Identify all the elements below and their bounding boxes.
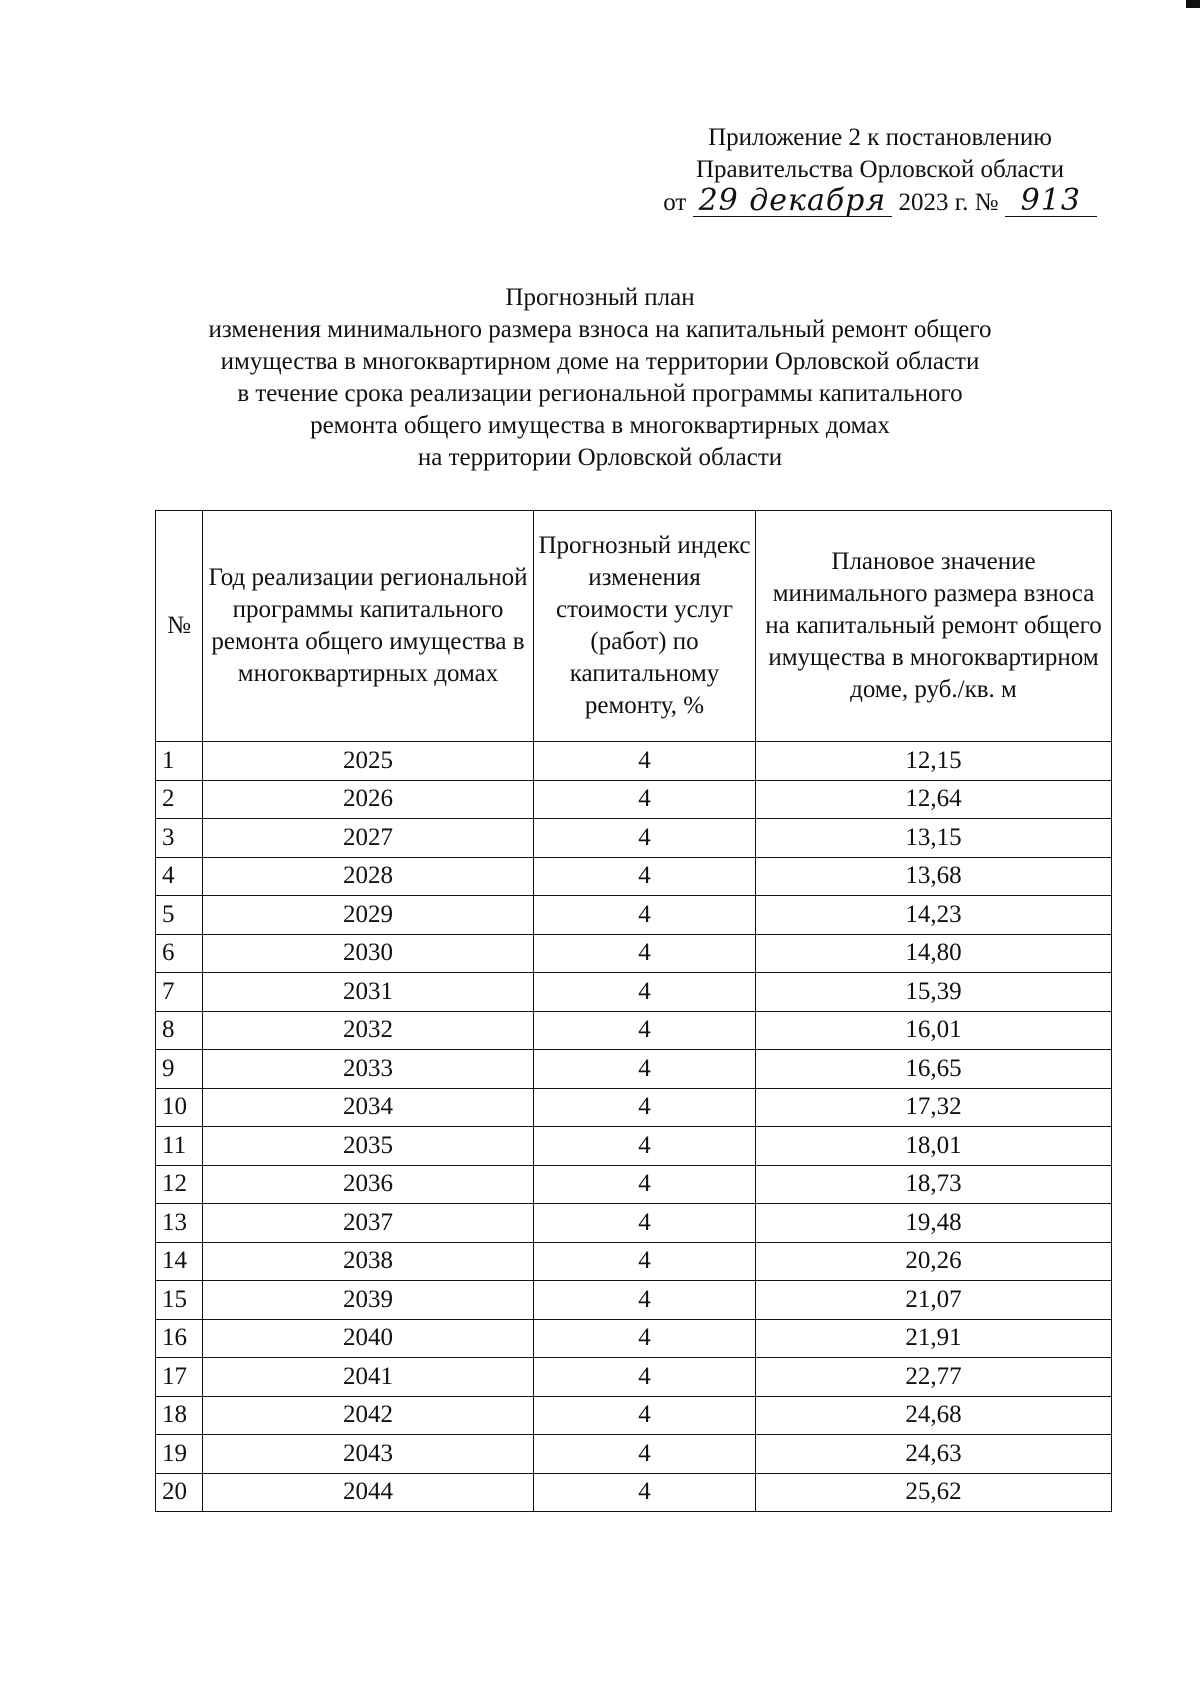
cell-index: 4 [534,1165,756,1204]
cell-year: 2028 [203,857,534,896]
cell-year: 2038 [203,1242,534,1281]
cell-index: 4 [534,819,756,858]
cell-index: 4 [534,1011,756,1050]
cell-contribution: 14,23 [756,896,1112,935]
cell-contribution: 20,26 [756,1242,1112,1281]
table-row [156,973,1112,1012]
title-line: в течение срока реализации региональной программы капитального [237,380,963,407]
cell-contribution: 14,80 [756,934,1112,973]
cell-contribution: 13,15 [756,819,1112,858]
cell-index: 4 [534,780,756,819]
cell-contribution: 12,64 [756,780,1112,819]
table-row [156,1011,1112,1050]
cell-index: 4 [534,896,756,935]
table-row [156,1242,1112,1281]
table-header [156,511,1112,742]
cell-year: 2032 [203,1011,534,1050]
table-row [156,1358,1112,1397]
year-number-label: 2023 г. № [898,189,999,216]
cell-contribution: 19,48 [756,1204,1112,1243]
handwritten-number: 913 [1005,186,1097,217]
cell-year: 2034 [203,1088,534,1127]
cell-year: 2035 [203,1127,534,1166]
cell-index: 4 [534,1319,756,1358]
cell-contribution: 24,68 [756,1396,1112,1435]
title-line: изменения минимального размера взноса на капитальный ремонт общего [208,316,992,343]
title-line: Прогнозный план [505,284,695,311]
cell-year: 2041 [203,1358,534,1397]
cell-number: 4 [156,857,203,896]
table-row [156,934,1112,973]
title-line: на территории Орловской области [417,444,783,471]
cell-contribution: 25,62 [756,1473,1112,1512]
table-row [156,1435,1112,1474]
cell-year: 2027 [203,819,534,858]
cell-year: 2044 [203,1473,534,1512]
table-row [156,1050,1112,1089]
forecast-table [155,510,1112,1512]
cell-contribution: 21,07 [756,1281,1112,1320]
cell-year: 2036 [203,1165,534,1204]
document-title [100,282,1100,474]
table-row [156,1165,1112,1204]
cell-number: 9 [156,1050,203,1089]
cell-number: 15 [156,1281,203,1320]
scan-corner-mark [1186,0,1200,8]
table-body [156,742,1112,1512]
table-row [156,1281,1112,1320]
from-label: от [663,189,687,216]
header-row [156,511,1112,742]
cell-contribution: 12,15 [756,742,1112,781]
table-row [156,1088,1112,1127]
cell-contribution: 13,68 [756,857,1112,896]
cell-contribution: 18,01 [756,1127,1112,1166]
cell-number: 10 [156,1088,203,1127]
cell-index: 4 [534,742,756,781]
cell-contribution: 15,39 [756,973,1112,1012]
table-row [156,1204,1112,1243]
cell-year: 2040 [203,1319,534,1358]
title-line: имущества в многоквартирном доме на территории Орловской области [220,348,980,375]
table-row [156,857,1112,896]
cell-year: 2029 [203,896,534,935]
cell-number: 1 [156,742,203,781]
cell-index: 4 [534,1127,756,1166]
cell-contribution: 18,73 [756,1165,1112,1204]
cell-number: 5 [156,896,203,935]
cell-year: 2030 [203,934,534,973]
header-index: Прогнозный индекс изменения стоимости услуг (работ) по капитальному ремонту, % [534,511,756,742]
cell-number: 17 [156,1358,203,1397]
decree-date-line [640,183,1120,219]
cell-number: 11 [156,1127,203,1166]
cell-year: 2025 [203,742,534,781]
cell-index: 4 [534,1358,756,1397]
cell-index: 4 [534,973,756,1012]
cell-year: 2037 [203,1204,534,1243]
cell-year: 2039 [203,1281,534,1320]
header-contribution: Плановое значение минимального размера взноса на капитальный ремонт общего имущества в многоквартирном доме, руб./кв. м [756,511,1112,742]
cell-contribution: 24,63 [756,1435,1112,1474]
cell-number: 14 [156,1242,203,1281]
cell-index: 4 [534,934,756,973]
cell-year: 2026 [203,780,534,819]
cell-year: 2033 [203,1050,534,1089]
cell-number: 8 [156,1011,203,1050]
cell-number: 6 [156,934,203,973]
table-row [156,780,1112,819]
cell-index: 4 [534,1088,756,1127]
table-row [156,819,1112,858]
cell-number: 16 [156,1319,203,1358]
handwritten-date: 29 декабря [693,186,893,217]
table-row [156,1396,1112,1435]
cell-number: 3 [156,819,203,858]
cell-index: 4 [534,857,756,896]
appendix-header [640,122,1120,219]
cell-index: 4 [534,1435,756,1474]
cell-number: 13 [156,1204,203,1243]
cell-index: 4 [534,1396,756,1435]
appendix-line-2: Правительства Орловской области [695,156,1065,183]
cell-contribution: 21,91 [756,1319,1112,1358]
cell-contribution: 22,77 [756,1358,1112,1397]
cell-year: 2042 [203,1396,534,1435]
cell-number: 7 [156,973,203,1012]
appendix-line-1: Приложение 2 к постановлению [708,124,1052,151]
cell-contribution: 17,32 [756,1088,1112,1127]
cell-contribution: 16,65 [756,1050,1112,1089]
cell-year: 2031 [203,973,534,1012]
table-row [156,896,1112,935]
cell-index: 4 [534,1050,756,1089]
table-row [156,1127,1112,1166]
header-number: № [156,511,203,742]
cell-index: 4 [534,1204,756,1243]
cell-year: 2043 [203,1435,534,1474]
cell-number: 19 [156,1435,203,1474]
cell-contribution: 16,01 [756,1011,1112,1050]
cell-number: 12 [156,1165,203,1204]
cell-index: 4 [534,1473,756,1512]
table-row [156,1319,1112,1358]
cell-number: 18 [156,1396,203,1435]
cell-number: 20 [156,1473,203,1512]
header-year: Год реализации региональной программы капитального ремонта общего имущества в многоквартирных домах [203,511,534,742]
cell-index: 4 [534,1281,756,1320]
title-line: ремонта общего имущества в многоквартирных домах [310,412,890,439]
table-row [156,1473,1112,1512]
cell-number: 2 [156,780,203,819]
table-row [156,742,1112,781]
cell-index: 4 [534,1242,756,1281]
